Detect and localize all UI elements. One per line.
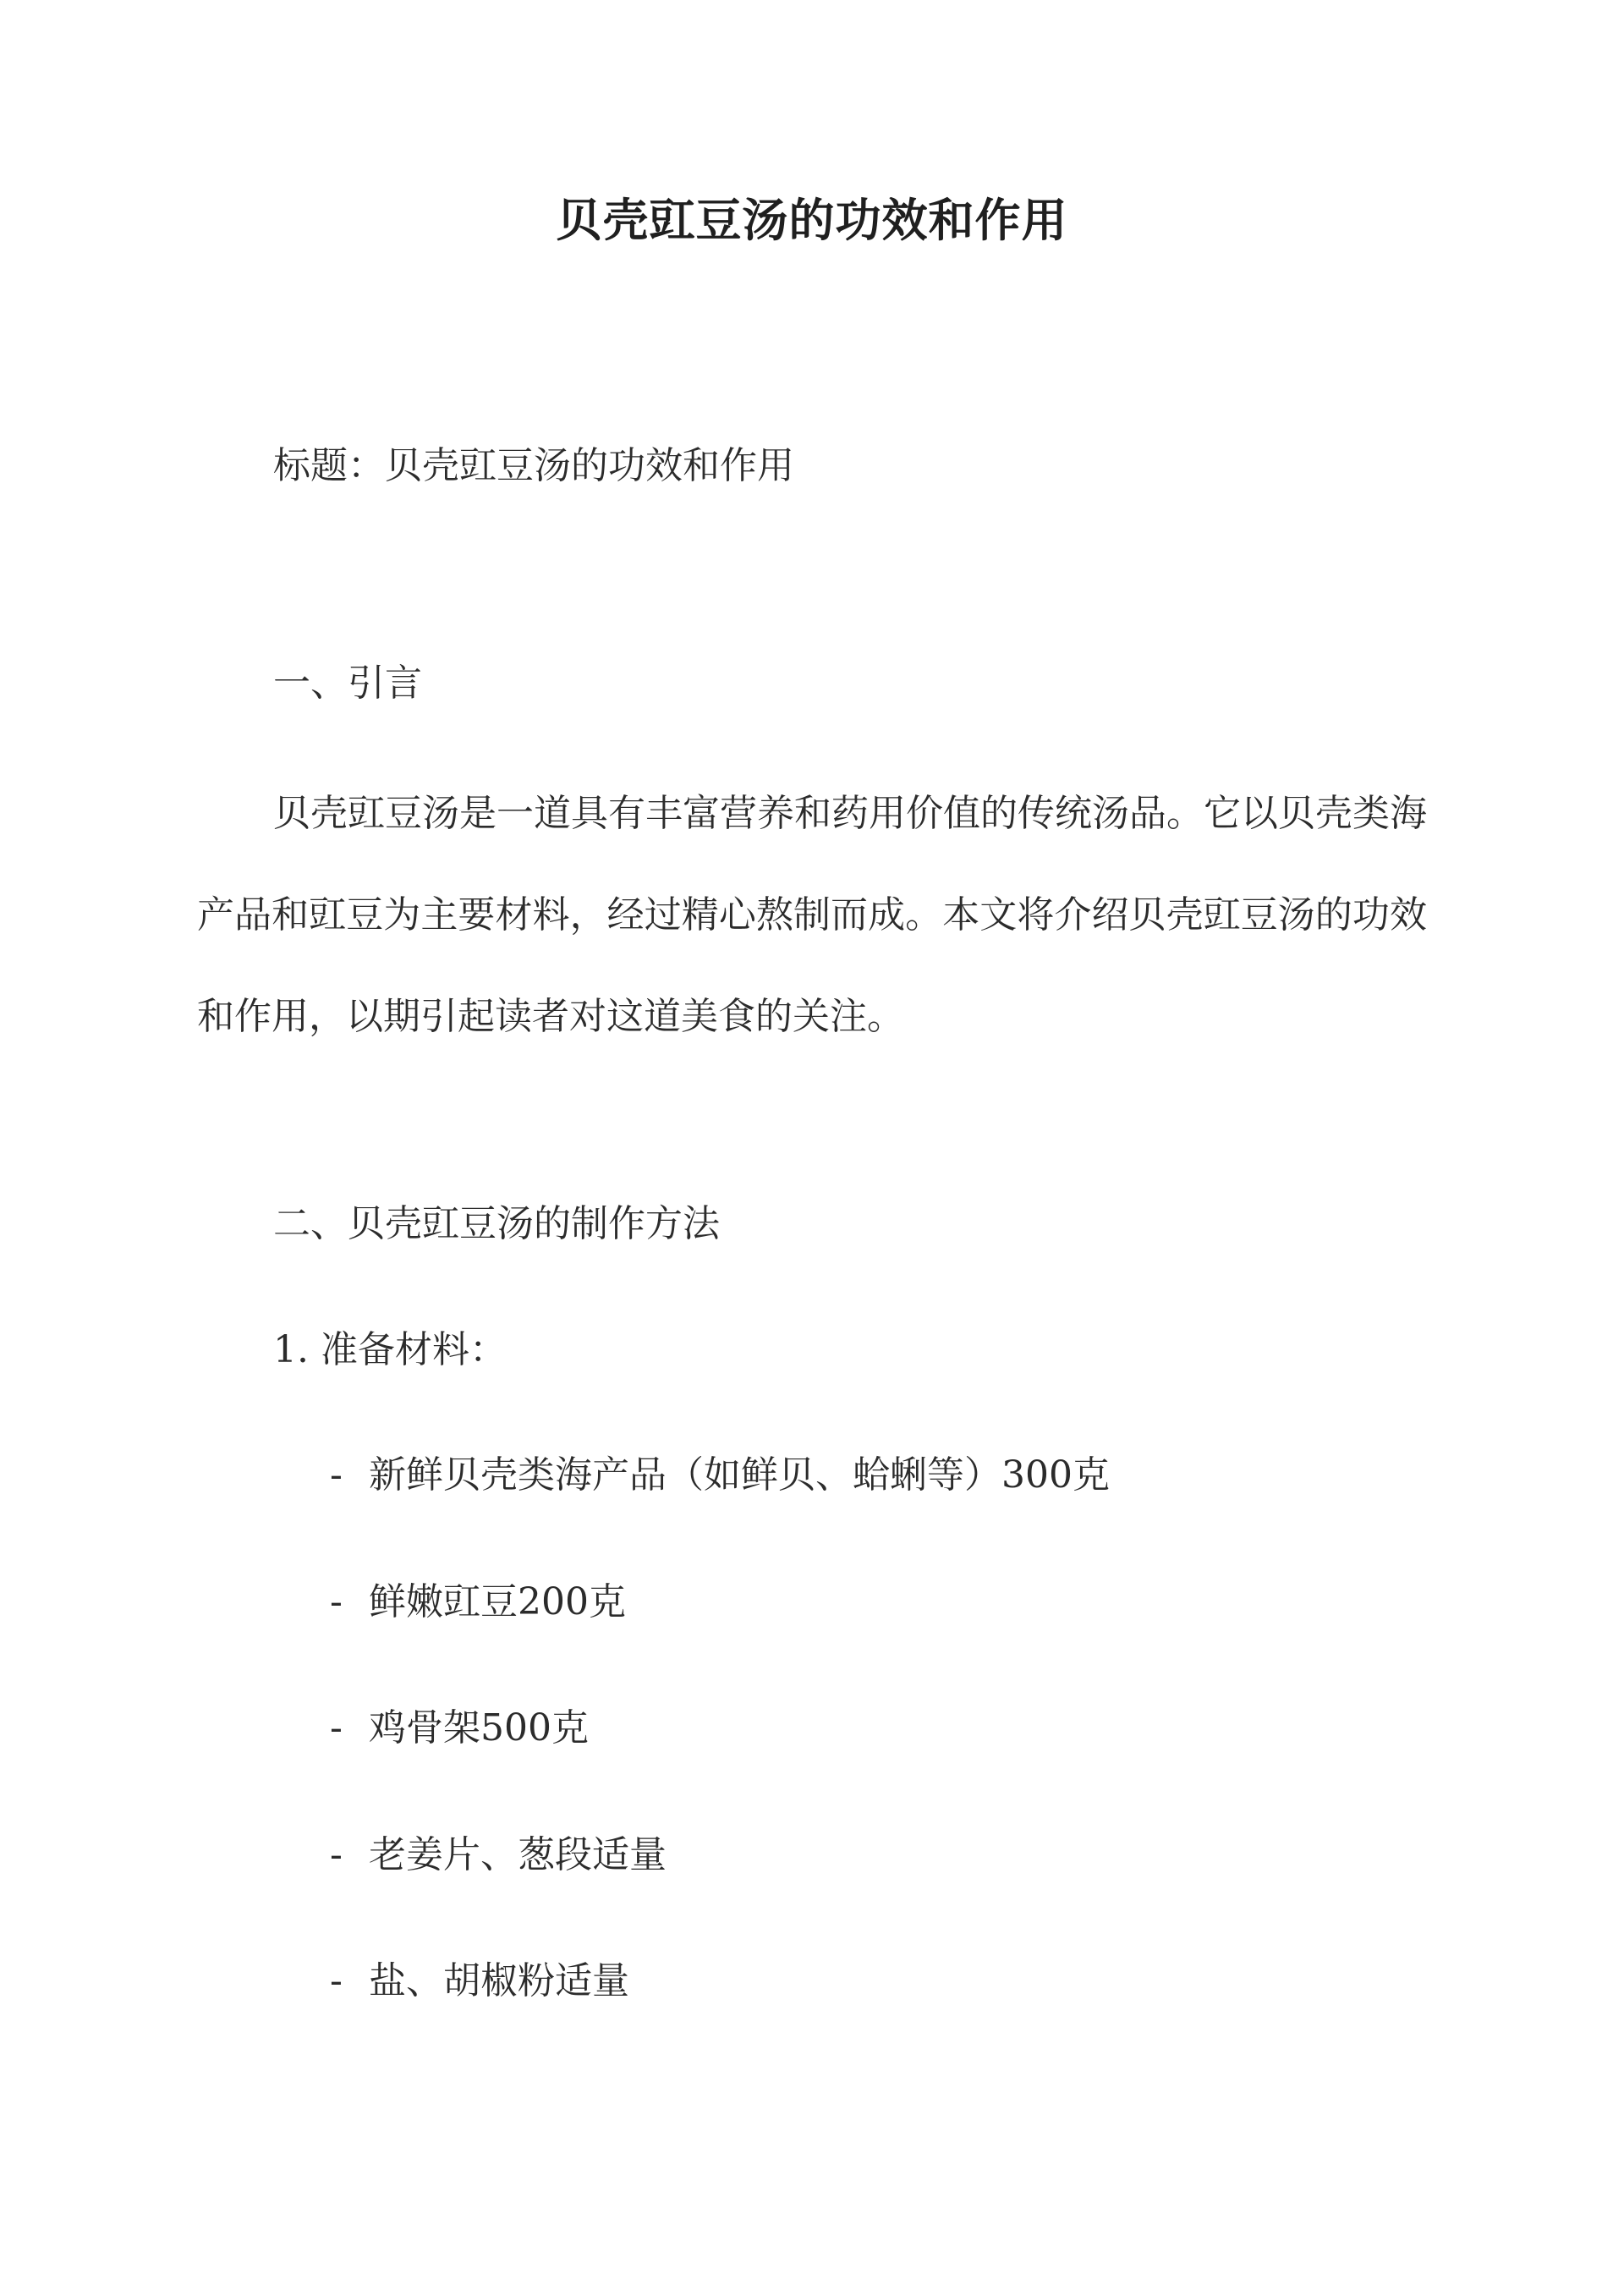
ingredient-item [330,1830,667,1881]
ingredient-item [330,1703,589,1754]
step-prepare-materials: 1. 准备材料： [273,1328,507,1371]
ingredient-text: 鲜嫩豇豆200克 [369,1580,626,1623]
ingredient-item [330,1450,1110,1501]
section-heading-method: 二、贝壳豇豆汤的制作方法 [273,1202,720,1245]
list-bullet: - [330,1580,343,1623]
ingredient-item [330,1956,629,2007]
subtitle-line: 标题：贝壳豇豆汤的功效和作用 [273,444,794,487]
intro-paragraph: 贝壳豇豆汤是一道具有丰富营养和药用价值的传统汤品。它以贝壳类海产品和豇豆为主要材料，经过精心熬制而成。本文将介绍贝壳豇豆汤的功效和作用，以期引起读者对这道美食的关注。 [197,792,1427,1038]
ingredient-text: 新鲜贝壳类海产品（如鲜贝、蛤蜊等）300克 [369,1453,1110,1497]
document-title: 贝壳豇豆汤的功效和作用 [556,193,1068,247]
list-bullet: - [330,1959,343,2002]
ingredient-text: 鸡骨架500克 [369,1706,589,1749]
ingredient-item [330,1577,626,1628]
list-bullet: - [330,1706,343,1749]
ingredient-text: 老姜片、葱段适量 [369,1833,667,1876]
list-bullet: - [330,1833,343,1876]
list-bullet: - [330,1453,343,1497]
ingredient-text: 盐、胡椒粉适量 [369,1959,629,2002]
section-heading-intro: 一、引言 [273,662,422,705]
